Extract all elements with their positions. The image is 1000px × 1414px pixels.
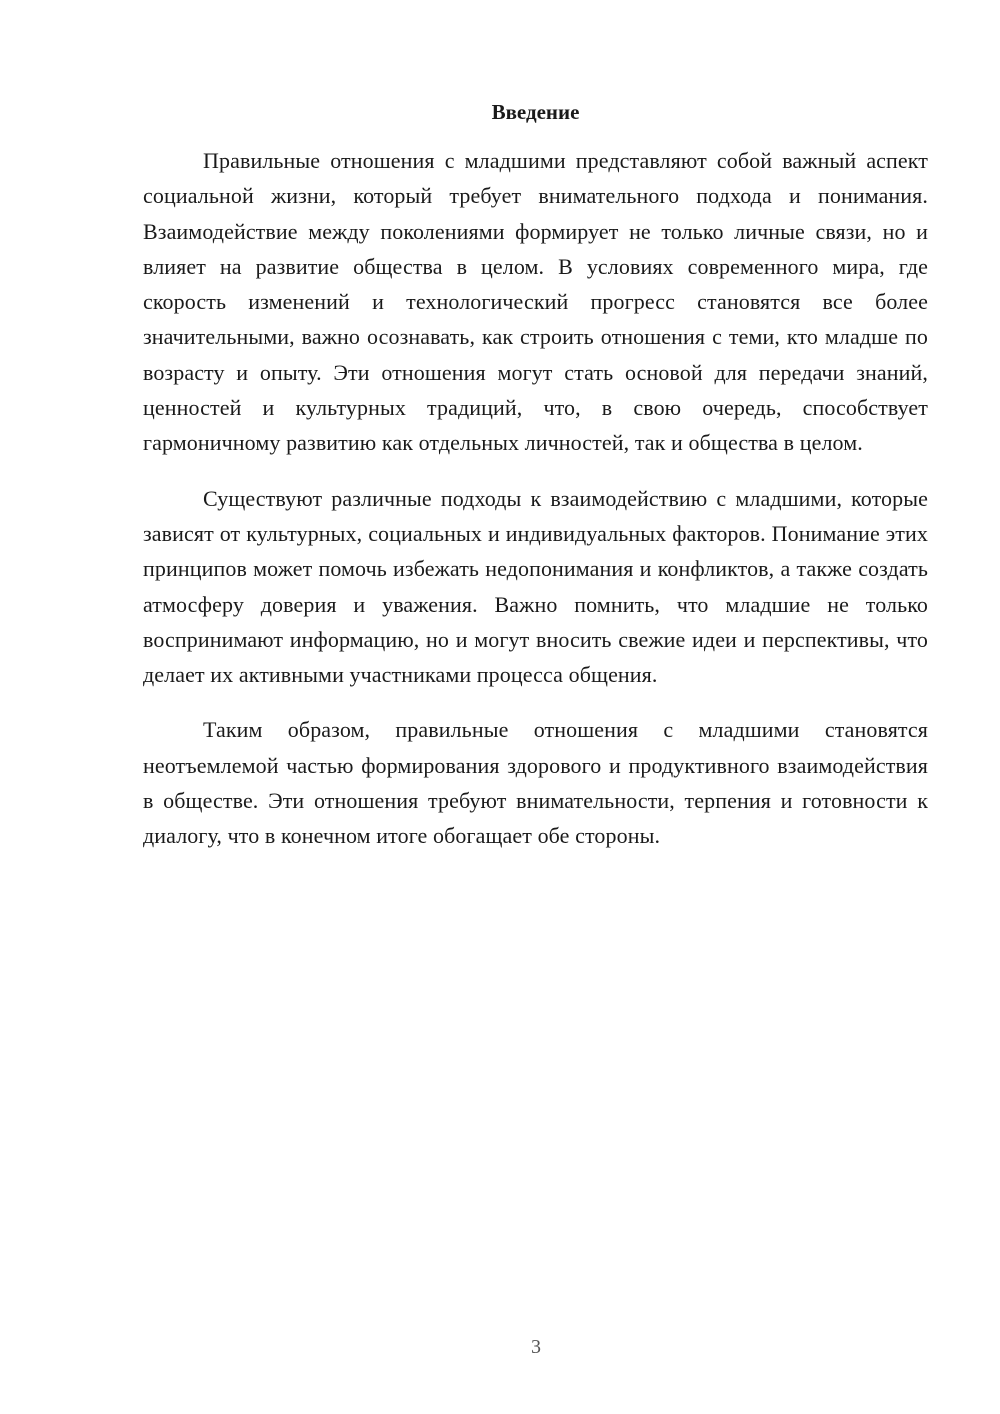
paragraph-1: Правильные отношения с младшими представляют собой важный аспект социальной жизни, который требует внимательного подхода и понимания. Взаимодействие между поколениями формирует не только личные связи, но и влияет на развитие общества в целом. В условиях современного мира, где скорость изменений и технологический прогресс становятся все более значительными, важно осознавать, как строить отношения с теми, кто младше по возрасту и опыту. Эти отношения могут стать основой для передачи знаний, ценностей и культурных традиций, что, в свою очередь, способствует гармоничному развитию как отдельных личностей, так и общества в целом. [143, 148, 928, 456]
body-text [143, 143, 928, 874]
paragraph-2: Существуют различные подходы к взаимодействию с младшими, которые зависят от культурных, социальных и индивидуальных факторов. Понимание этих принципов может помочь избежать недопонимания и конфликтов, а также создать атмосферу доверия и уважения. Важно помнить, что младшие не только воспринимают информацию, но и могут вносить свежие идеи и перспективы, что делает их активными участниками процесса общения. [143, 485, 928, 688]
paragraph-3: Таким образом, правильные отношения с младшими становятся неотъемлемой частью формирования здорового и продуктивного взаимодействия в обществе. Эти отношения требуют внимательности, терпения и готовности к диалогу, что в конечном итоге обогащает обе стороны. [143, 717, 928, 849]
page-title: Введение [491, 100, 580, 124]
page-number: 3 [531, 1336, 541, 1358]
